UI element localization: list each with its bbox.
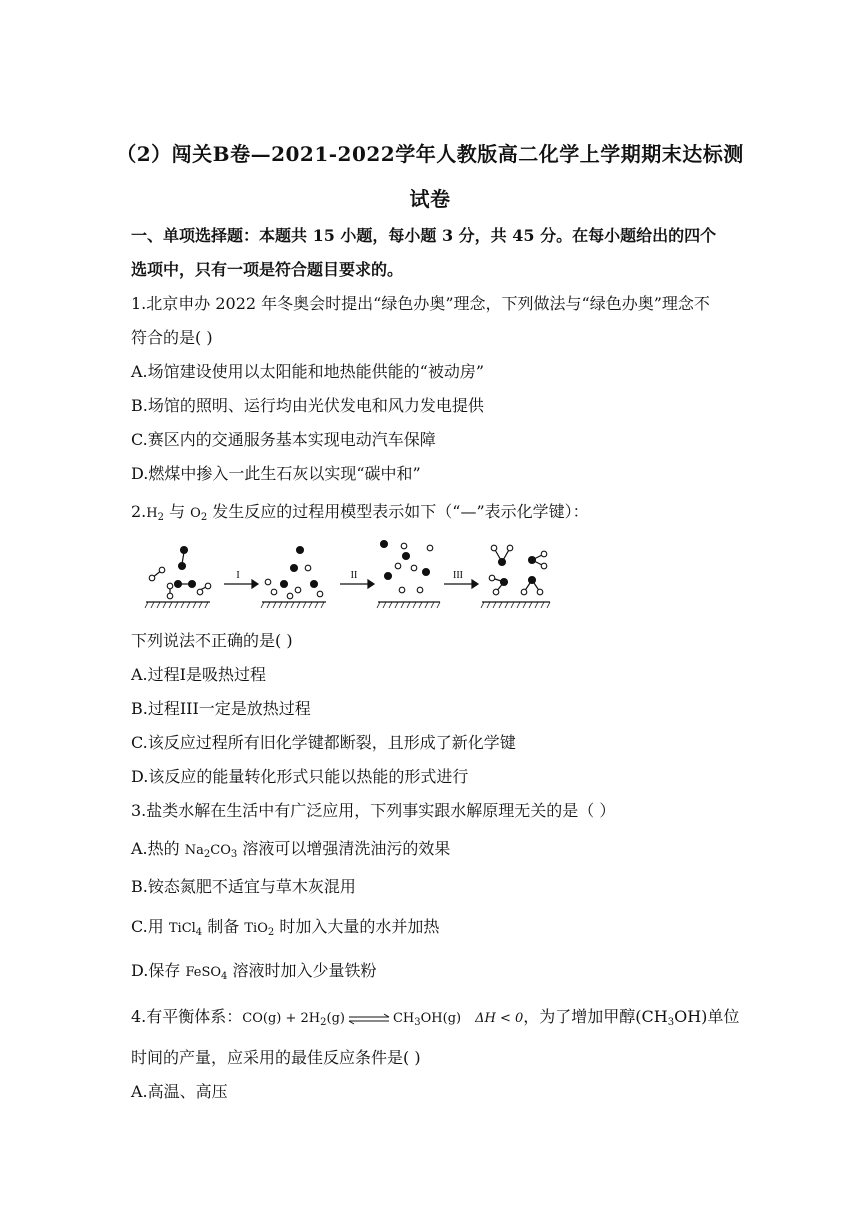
formula-tio2 bbox=[244, 921, 274, 936]
q1-option-d: D.燃煤中掺入一此生石灰以实现“碳中和” bbox=[131, 464, 421, 483]
page-title-line1: （2）闯关B卷—2021-2022学年人教版高二化学上学期期末达标测 bbox=[116, 142, 744, 166]
q4-text: ，为了增加甲醇 bbox=[523, 1007, 636, 1026]
formula-text: OH) bbox=[674, 1007, 708, 1026]
q3-option-a bbox=[131, 838, 731, 862]
formula-text: O bbox=[190, 506, 201, 521]
q3-option-b: B.铵态氮肥不适宜与草木灰混用 bbox=[131, 877, 356, 896]
formula-sub: 4 bbox=[221, 971, 228, 982]
option-text: A.热的 bbox=[131, 839, 185, 858]
formula-ticl4 bbox=[169, 921, 202, 936]
option-text: 溶液可以增强清洗油污的效果 bbox=[237, 839, 451, 858]
q3-stem: 3.盐类水解在生活中有广泛应用，下列事实跟水解原理无关的是（ ） bbox=[131, 801, 616, 820]
q4-text: 4.有平衡体系： bbox=[131, 1007, 243, 1026]
formula-feso4 bbox=[185, 965, 227, 980]
reaction-model-diagram bbox=[144, 538, 610, 610]
q2-text: 发生反应的过程用模型表示如下（“—”表示化学键）： bbox=[207, 502, 589, 521]
q2-num: 2. bbox=[131, 502, 147, 521]
formula-sub: 3 bbox=[667, 1017, 675, 1028]
formula-text: OH(g) bbox=[420, 1011, 462, 1026]
formula-sub: 2 bbox=[200, 512, 208, 523]
formula-sub: 3 bbox=[414, 1017, 421, 1028]
q4-stem-line1 bbox=[131, 1006, 740, 1030]
formula-text: FeSO bbox=[185, 965, 222, 980]
q1-option-b: B.场馆的照明、运行均由光伏发电和风力发电提供 bbox=[131, 396, 484, 415]
q2-option-d: D.该反应的能量转化形式只能以热能的形式进行 bbox=[131, 767, 469, 786]
formula-o2 bbox=[190, 506, 207, 521]
formula-text: TiO bbox=[244, 921, 268, 936]
option-text: D.保存 bbox=[131, 961, 186, 980]
q1-stem-line1: 1.北京申办 2022 年冬奥会时提出“绿色办奥”理念，下列做法与“绿色办奥”理念不 bbox=[131, 294, 710, 313]
formula-sub: 2 bbox=[203, 849, 211, 860]
q3-option-d bbox=[131, 960, 731, 984]
page-title-line2: 试卷 bbox=[409, 187, 451, 211]
formula-h2 bbox=[146, 506, 164, 521]
section-heading-line2: 选项中，只有一项是符合题目要求的。 bbox=[131, 260, 404, 279]
q2-option-b: B.过程III一定是放热过程 bbox=[131, 699, 311, 718]
formula-text: (g) bbox=[326, 1011, 345, 1026]
q3-option-c bbox=[131, 916, 731, 940]
section-heading-line1: 一、单项选择题：本题共 15 小题，每小题 3 分，共 45 分。在每小题给出的四个 bbox=[131, 226, 717, 245]
q1-stem-line2: 符合的是( ) bbox=[131, 328, 213, 347]
formula-text: CH bbox=[392, 1011, 415, 1026]
equilibrium-arrow-icon bbox=[347, 1013, 391, 1025]
formula-text: H bbox=[146, 506, 158, 521]
q2-option-c: C.该反应过程所有旧化学键都断裂，且形成了新化学键 bbox=[131, 733, 516, 752]
formula-sub: 2 bbox=[267, 927, 275, 938]
formula-sub: 4 bbox=[195, 927, 203, 938]
option-text: 时加入大量的水并加热 bbox=[274, 917, 440, 936]
q2-option-a: A.过程I是吸热过程 bbox=[131, 665, 266, 684]
formula-text: (CH bbox=[635, 1007, 668, 1026]
formula-text: CO(g) + 2H bbox=[242, 1011, 321, 1026]
formula-text: CO bbox=[210, 843, 231, 858]
arrow-label-i: I bbox=[236, 570, 240, 581]
formula-ch3oh bbox=[635, 1007, 707, 1026]
formula-text: Na bbox=[184, 843, 204, 858]
arrow-label-ii: II bbox=[350, 570, 358, 581]
q2-stem bbox=[131, 501, 731, 525]
q2-stem2: 下列说法不正确的是( ) bbox=[131, 631, 293, 650]
formula-na2co3 bbox=[185, 843, 238, 858]
formula-text: TiCl bbox=[168, 921, 196, 936]
option-text: C.用 bbox=[131, 917, 169, 936]
q4-option-a: A.高温、高压 bbox=[131, 1082, 228, 1101]
formula-sub: 2 bbox=[157, 512, 164, 523]
formula-sub: 2 bbox=[320, 1017, 327, 1028]
q1-option-c: C.赛区内的交通服务基本实现电动汽车保障 bbox=[131, 430, 436, 449]
q2-text: 与 bbox=[163, 502, 191, 521]
option-text: 制备 bbox=[202, 917, 245, 936]
formula-sub: 3 bbox=[230, 849, 238, 860]
q4-stem-line2: 时间的产量，应采用的最佳反应条件是( ) bbox=[131, 1048, 421, 1067]
enthalpy-change: ΔH < 0 bbox=[475, 1011, 524, 1026]
arrow-label-iii: III bbox=[453, 570, 463, 581]
option-text: 溶液时加入少量铁粉 bbox=[227, 961, 377, 980]
q1-option-a: A.场馆建设使用以太阳能和地热能供能的“被动房” bbox=[131, 362, 485, 381]
equation bbox=[242, 1011, 523, 1026]
q4-text: 单位 bbox=[707, 1007, 740, 1026]
